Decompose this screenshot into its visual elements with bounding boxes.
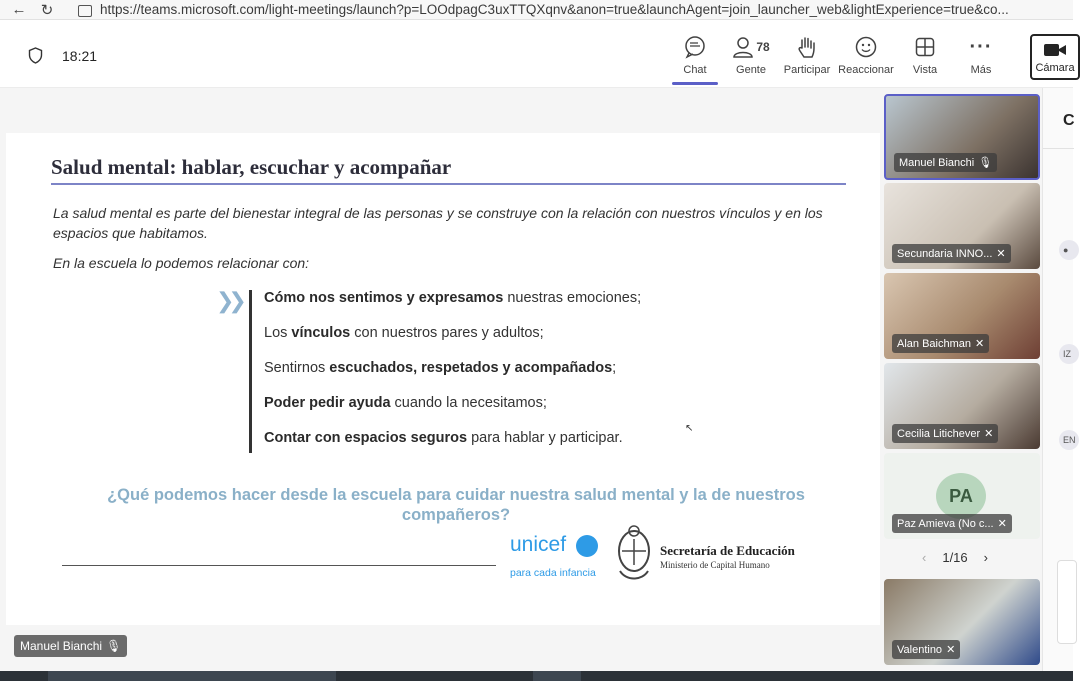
raise-hand-label: Participar	[783, 64, 831, 76]
mic-icon: 🎙	[106, 639, 122, 653]
slide-intro: La salud mental es parte del bienestar integral de las personas y se construye con la relación con nuestros vínculos y en los espacios que habitamos.	[53, 205, 823, 241]
argentina-seal-icon	[614, 521, 654, 585]
double-chevron-icon: ❯❯	[216, 288, 241, 313]
participant-tile[interactable]	[884, 363, 1040, 449]
hand-icon	[796, 35, 818, 59]
panel-divider	[1043, 148, 1074, 149]
active-tab-indicator	[672, 82, 718, 85]
lock-icon[interactable]	[78, 5, 92, 17]
back-arrow-icon[interactable]: ←	[11, 1, 27, 18]
mic-icon: 🎙	[978, 157, 993, 169]
meeting-timer: 18:21	[62, 48, 98, 64]
slide-intro-second: En la escuela lo podemos relacionar con:	[53, 255, 310, 271]
participant-tile[interactable]	[884, 273, 1040, 359]
list-item: Los vínculos con nuestros pares y adultos;	[264, 325, 544, 341]
participant-tile[interactable]	[884, 453, 1040, 539]
chat-panel-header: C	[1063, 112, 1075, 129]
mic-off-icon: ✕	[946, 644, 956, 656]
camera-label: Cámara	[1035, 62, 1075, 74]
chat-compose-box[interactable]	[1057, 560, 1077, 644]
page-indicator: 1/16	[942, 550, 968, 565]
participant-tile[interactable]	[884, 94, 1040, 180]
mic-off-icon: ✕	[975, 338, 985, 350]
shield-icon[interactable]	[28, 47, 43, 64]
list-item: Sentirnos escuchados, respetados y acompañados;	[264, 360, 617, 376]
raise-hand-button[interactable]	[779, 34, 835, 76]
chat-avatar: IZ	[1059, 344, 1079, 364]
chat-panel	[1042, 88, 1076, 671]
chat-icon	[683, 35, 707, 59]
mic-off-icon: ✕	[997, 518, 1007, 530]
participant-tile[interactable]	[884, 183, 1040, 269]
list-divider	[249, 290, 252, 453]
presentation-slide	[6, 133, 880, 625]
camera-icon	[1043, 40, 1067, 60]
taskbar-item[interactable]	[48, 671, 336, 681]
people-label: Gente	[736, 64, 766, 76]
footer-line	[62, 565, 496, 566]
secretaria-title: Secretaría de Educación	[660, 543, 795, 558]
mic-off-icon: ✕	[996, 248, 1006, 260]
unicef-globe-icon	[576, 535, 598, 557]
title-underline	[51, 183, 846, 185]
camera-button[interactable]	[1030, 34, 1080, 80]
shared-screen-stage	[0, 88, 882, 671]
gallery-pager	[922, 550, 988, 565]
chevron-right-icon[interactable]: ›	[983, 550, 988, 565]
mouse-cursor-icon: ↖	[685, 423, 694, 434]
url-text[interactable]: https://teams.microsoft.com/light-meetings/launch?p=LOOdpagC3uxTTQXqnv&anon=true&launchAgent=join_launcher_web&lightExperience=true&co...	[100, 2, 1009, 17]
participant-name: Alan Baichman	[897, 337, 971, 350]
view-button[interactable]	[897, 34, 953, 76]
meeting-toolbar	[0, 20, 1073, 88]
grid-view-icon	[915, 37, 935, 57]
participant-name: Paz Amieva (No c...	[897, 517, 994, 530]
participant-name: Valentino	[897, 643, 943, 656]
os-taskbar	[0, 671, 1073, 681]
participant-gallery	[882, 88, 1042, 671]
participant-name: Manuel Bianchi	[899, 156, 975, 169]
chat-button[interactable]	[667, 34, 723, 76]
unicef-logo: unicef	[510, 533, 567, 556]
more-label: Más	[970, 64, 992, 76]
slide-question: ¿Qué podemos hacer desde la escuela para cuidar nuestra salud mental y la de nuestros compañeros?	[107, 486, 805, 524]
react-button[interactable]	[838, 34, 894, 76]
more-button[interactable]	[953, 34, 1009, 76]
browser-address-bar	[0, 0, 1073, 20]
list-item: Poder pedir ayuda cuando la necesitamos;	[264, 395, 547, 411]
slide-title: Salud mental: hablar, escuchar y acompañar	[51, 155, 452, 179]
unicef-tagline: para cada infancia	[510, 567, 596, 579]
participant-name: Secundaria INNO...	[897, 247, 993, 260]
people-count: 78	[756, 40, 770, 54]
presenter-name: Manuel Bianchi	[20, 639, 103, 653]
people-button[interactable]	[723, 34, 779, 76]
react-label: Reaccionar	[838, 64, 894, 76]
list-item: Cómo nos sentimos y expresamos nuestras emociones;	[264, 290, 642, 306]
presenter-name-tag	[14, 635, 127, 657]
taskbar-item[interactable]	[533, 671, 581, 681]
smiley-icon	[855, 36, 877, 58]
participant-name: Cecilia Litichever	[897, 427, 981, 440]
people-icon	[732, 36, 754, 58]
mic-off-icon: ✕	[984, 428, 994, 440]
ministerio-subtitle: Ministerio de Capital Humano	[660, 560, 770, 570]
chevron-left-icon[interactable]: ‹	[922, 550, 927, 565]
view-label: Vista	[912, 64, 938, 76]
participant-avatar: PA	[936, 473, 986, 519]
ellipsis-icon: ···	[969, 35, 993, 58]
chat-label: Chat	[683, 64, 707, 76]
participant-tile[interactable]	[884, 579, 1040, 665]
user-avatar-icon: ●	[1059, 240, 1079, 260]
list-item: Contar con espacios seguros para hablar y participar.	[264, 430, 623, 446]
reload-icon[interactable]: ↻	[40, 1, 54, 19]
chat-avatar: EN	[1059, 430, 1079, 450]
